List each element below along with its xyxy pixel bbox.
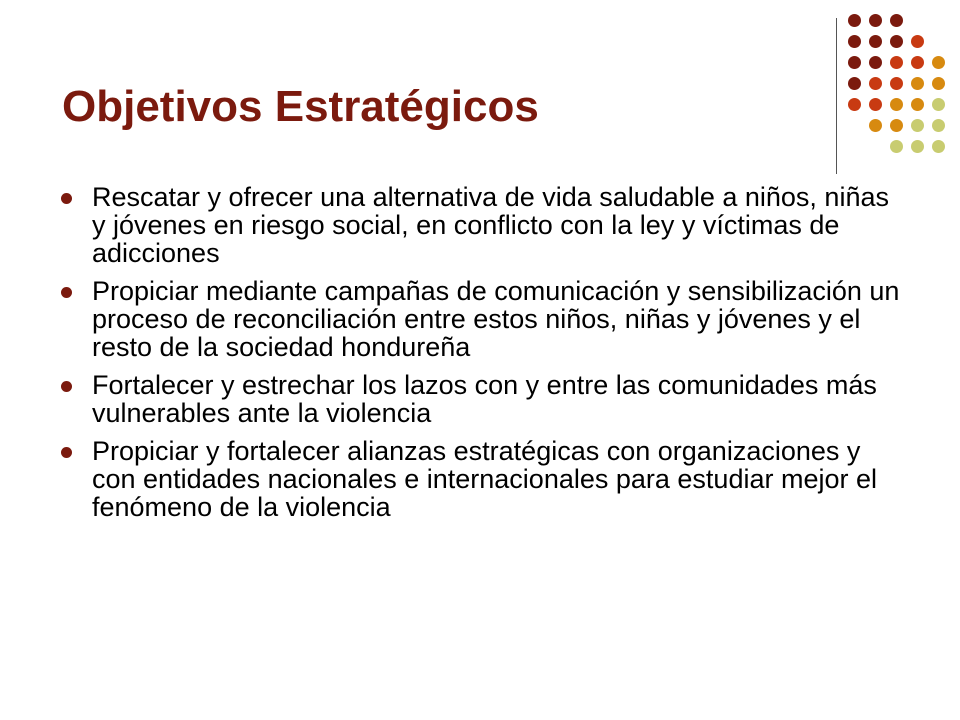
slide-title: Objetivos Estratégicos	[62, 82, 539, 131]
bullet-item	[60, 183, 900, 267]
decorative-dot	[848, 56, 861, 69]
bullet-icon	[61, 381, 72, 392]
decorative-dot	[869, 35, 882, 48]
bullet-item	[60, 371, 900, 427]
decorative-dot	[848, 77, 861, 90]
decorative-dot	[932, 56, 945, 69]
bullet-text: Fortalecer y estrechar los lazos con y entre las comunidades más vulnerables ante la violencia	[92, 370, 877, 428]
decorative-dot	[869, 119, 882, 132]
decorative-dot	[890, 140, 903, 153]
bullet-item	[60, 437, 900, 521]
bullet-icon	[61, 447, 72, 458]
decorative-dot-grid	[848, 14, 944, 158]
bullet-item	[60, 277, 900, 361]
bullet-text: Propiciar y fortalecer alianzas estratégicas con organizaciones y con entidades nacionales e internacionales para estudiar mejor el fenómeno de la violencia	[92, 436, 877, 522]
bullet-text: Propiciar mediante campañas de comunicación y sensibilización un proceso de reconciliación entre estos niños, niñas y jóvenes y el resto de la sociedad hondureña	[92, 276, 900, 362]
decorative-dot	[932, 119, 945, 132]
decorative-dot	[911, 77, 924, 90]
decorative-dot	[848, 98, 861, 111]
decorative-dot	[890, 119, 903, 132]
decorative-dot	[869, 14, 882, 27]
decorative-dot	[911, 98, 924, 111]
decorative-dot	[869, 98, 882, 111]
decorative-dot	[869, 77, 882, 90]
decorative-dot	[932, 77, 945, 90]
decorative-dot	[848, 14, 861, 27]
decorative-dot	[911, 35, 924, 48]
decorative-dot	[890, 35, 903, 48]
title-divider-line	[836, 18, 837, 174]
bullet-text: Rescatar y ofrecer una alternativa de vida saludable a niños, niñas y jóvenes en riesgo social, en conflicto con la ley y víctimas de adicciones	[92, 182, 889, 268]
decorative-dot	[911, 140, 924, 153]
decorative-dot	[911, 56, 924, 69]
decorative-dot	[890, 56, 903, 69]
decorative-dot	[932, 140, 945, 153]
bullet-icon	[61, 193, 72, 204]
decorative-dot	[890, 14, 903, 27]
decorative-dot	[890, 77, 903, 90]
decorative-dot	[869, 56, 882, 69]
bullet-icon	[61, 287, 72, 298]
decorative-dot	[890, 98, 903, 111]
bullet-list	[60, 183, 900, 531]
decorative-dot	[848, 35, 861, 48]
decorative-dot	[911, 119, 924, 132]
decorative-dot	[932, 98, 945, 111]
